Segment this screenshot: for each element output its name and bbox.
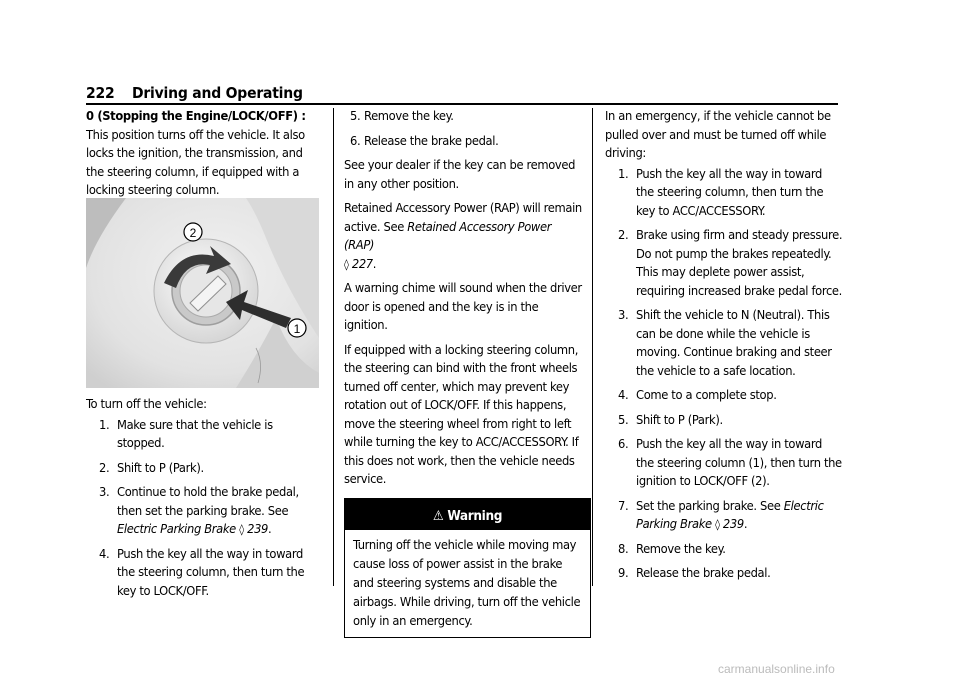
paragraph: Retained Accessory Power (RAP) will remain active. See Retained Accessory Power (RAP) ◊ 227. <box>344 201 582 272</box>
paragraph: See your dealer if the key can be removed in any other position. <box>344 158 576 192</box>
section-title: Driving and Operating <box>132 84 303 102</box>
list-item: 2. Brake using firm and steady pressure. Do not pump the brakes repeatedly. This may deplete power assist, requiring increased brake pedal force. <box>618 228 843 299</box>
page-header <box>86 84 303 102</box>
callout-2-label: 2 <box>189 226 197 240</box>
page-ref-icon: ◊ <box>344 257 349 271</box>
column-divider <box>333 108 334 586</box>
position-heading: 0 (Stopping the Engine/LOCK/OFF) : <box>86 109 306 124</box>
column-2 <box>344 108 584 638</box>
list-item: 9. Release the brake pedal. <box>618 566 771 581</box>
header-rule <box>86 103 838 105</box>
emergency-intro: In an emergency, if the vehicle cannot be pulled over and must be turned off while driving: <box>605 109 831 161</box>
column-divider <box>592 108 593 586</box>
column-1 <box>86 108 322 207</box>
ignition-key-illustration <box>86 198 319 388</box>
callout-1-label: 1 <box>293 322 301 336</box>
list-item: 3. Continue to hold the brake pedal, then set the parking brake. See Electric Parking Brake ◊ 239. <box>99 485 299 537</box>
paragraph: A warning chime will sound when the driver door is opened and the key is in the ignition. <box>344 281 582 333</box>
warning-text: Turning off the vehicle while moving may cause loss of power assist in the brake and steering systems and disable the airbags. While driving, turn off the vehicle only in an emergency. <box>353 538 581 629</box>
xref-link[interactable]: Electric Parking Brake <box>636 498 824 532</box>
page-number: 222 <box>86 84 115 102</box>
xref-page[interactable]: 239 <box>722 517 744 532</box>
turnoff-intro: To turn off the vehicle: <box>86 397 207 412</box>
warning-title: Warning <box>447 507 503 524</box>
ignition-position-paragraph: 0 (Stopping the Engine/LOCK/OFF) : This position turns off the vehicle. It also locks the ignition, the transmission, and the steering column, if equipped with a locking steering column. <box>86 109 306 198</box>
list-item: 6. Release the brake pedal. <box>350 133 499 149</box>
list-item: 4. Come to a complete stop. <box>618 388 777 403</box>
warning-header <box>345 499 590 531</box>
list-item: 1. Make sure that the vehicle is stopped. <box>99 417 273 451</box>
list-item: 5. Shift to P (Park). <box>618 412 723 428</box>
column-3 <box>605 108 843 590</box>
warning-box <box>344 498 591 639</box>
page-ref-icon: ◊ <box>239 523 244 536</box>
xref-page[interactable]: 239 <box>247 522 269 537</box>
list-item: 8. Remove the key. <box>618 541 726 557</box>
page-ref-icon: ◊ <box>715 518 720 531</box>
list-item: 5. Remove the key. <box>350 109 454 124</box>
list-item: 3. Shift the vehicle to N (Neutral). This can be done while the vehicle is moving. Continue braking and steer the vehicle to a safe location. <box>618 308 832 379</box>
xref-link[interactable]: Retained Accessory Power (RAP) <box>344 219 552 253</box>
list-item: 1. Push the key all the way in toward the steering column, then turn the key to ACC/ACCESSORY. <box>618 166 824 219</box>
watermark: carmanualsonline.info <box>718 662 835 676</box>
xref-page[interactable]: 227 <box>351 256 373 272</box>
list-item: 4. Push the key all the way in toward the steering column, then turn the key to LOCK/OFF. <box>99 546 305 599</box>
list-item: 7. Set the parking brake. See Electric Parking Brake ◊ 239. <box>618 498 824 532</box>
warning-icon: ⚠ <box>432 507 444 524</box>
column-1-steps <box>86 396 322 607</box>
paragraph: If equipped with a locking steering column, the steering can bind with the front wheels turned off center, which may prevent key rotation out of LOCK/OFF. If this happens, move the steering wheel from right to left while turning the key to ACC/ACCESSORY. If this does not work, then the vehicle needs service. <box>344 342 579 487</box>
list-item: 2. Shift to P (Park). <box>99 460 204 476</box>
list-item: 6. Push the key all the way in toward the steering column (1), then turn the ignition to LOCK/OFF (2). <box>618 437 842 489</box>
xref-link[interactable]: Electric Parking Brake <box>117 522 236 537</box>
